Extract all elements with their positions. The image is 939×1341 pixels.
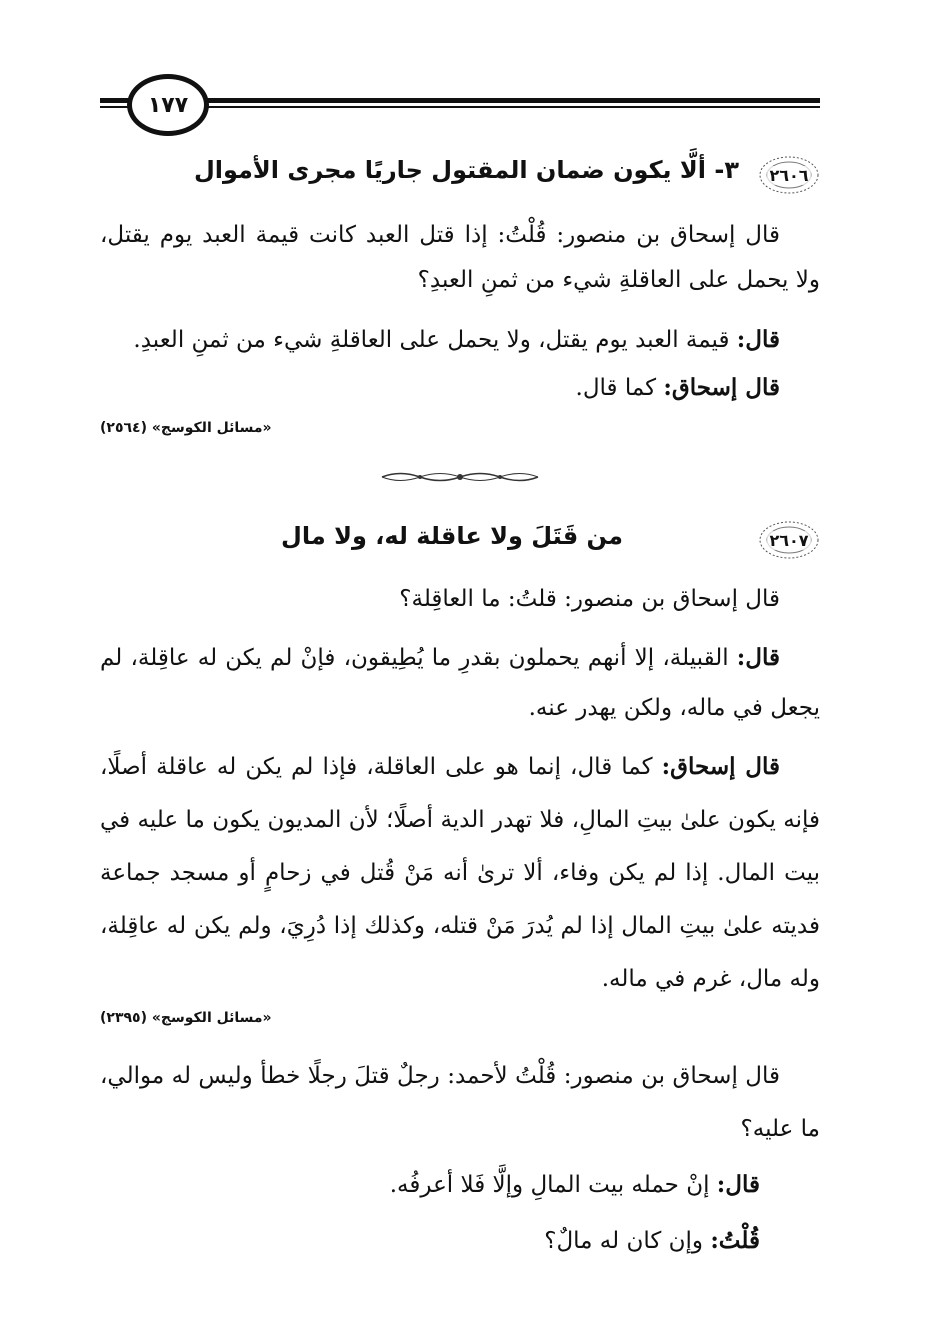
paragraph-text: وإن كان له مالٌ؟: [544, 1228, 711, 1254]
paragraph: [100, 1050, 820, 1156]
speaker-label: قُلْتُ:: [710, 1227, 760, 1254]
speaker-label: قال إسحاق:: [661, 753, 780, 780]
paragraph-text: القبيلة، إلا أنهم يحملون بقدرِ ما يُطِيقون، فإنْ لم يكن له عاقِلة، لم يجعل في ماله، ولكن يهدر عنه.: [100, 645, 820, 721]
paragraph-text: كما قال، إنما هو على العاقلة، فإذا لم يكن له عاقلة أصلًا، فإنه يكون علىٰ بيتِ المالِ، فلا تهدر الدية أصلًا؛ لأن المديون يكون ما عليه في بيت المال. إذا لم يكن وفاء، ألا ترىٰ أنه مَنْ قُتل في زحامٍ أو مسجد جماعة فديته علىٰ بيتِ المال إذا لم يُدرَ مَنْ قتله، وكذلك إذا دُرِيَ، ولم يكن له عاقِلة، وله مال، غرم في ماله.: [100, 754, 820, 992]
paragraph-text: قيمة العبد يوم يقتل، ولا يحمل على العاقلةِ شيء من ثمنِ العبدِ.: [133, 327, 737, 353]
speaker-label: قال إسحاق:: [663, 374, 780, 401]
paragraph: [100, 633, 820, 733]
paragraph: [100, 1218, 820, 1264]
entry-number: ٢٦٠٦: [769, 165, 809, 185]
entry-number: ٢٦٠٧: [769, 530, 809, 550]
paragraph: [100, 1162, 820, 1208]
paragraph-text: قال إسحاق بن منصور: قُلْتُ لأحمد: رجلٌ قتلَ رجلًا خطأ وليس له موالي، ما عليه؟: [100, 1063, 820, 1142]
source-citation: «مسائل الكوسج» (٢٣٩٥): [100, 1010, 272, 1026]
entry-number-badge: [758, 155, 820, 195]
paragraph: [100, 365, 820, 411]
section-heading: ٣- ألَّا يكون ضمان المقتول جاريًا مجرى الأموال: [193, 156, 739, 184]
speaker-label: قال:: [716, 1171, 760, 1198]
paragraph-text: كما قال.: [575, 375, 664, 401]
paragraph: [100, 577, 820, 622]
entry-number-badge: [758, 520, 820, 560]
paragraph-text: قال إسحاق بن منصور: قلتُ: ما العاقِلة؟: [399, 586, 780, 612]
paragraph-text: إنْ حمله بيت المالِ وإلَّا فَلا أعرفُه.: [389, 1172, 717, 1198]
page-number: ١٧٧: [127, 74, 209, 136]
speaker-label: قال:: [736, 644, 780, 671]
paragraph: [100, 317, 820, 363]
paragraph: [100, 740, 820, 1006]
ornament-divider-icon: [380, 470, 540, 484]
paragraph: [100, 213, 820, 303]
paragraph-text: قال إسحاق بن منصور: قُلْتُ: إذا قتل العبد كانت قيمة العبد يوم يقتل، ولا يحمل على العاقلةِ شيء من ثمنِ العبدِ؟: [100, 222, 820, 293]
source-citation: «مسائل الكوسج» (٢٥٦٤): [100, 420, 272, 436]
speaker-label: قال:: [736, 326, 780, 353]
section-heading: من قَتَلَ ولا عاقلة له، ولا مال: [281, 522, 623, 550]
